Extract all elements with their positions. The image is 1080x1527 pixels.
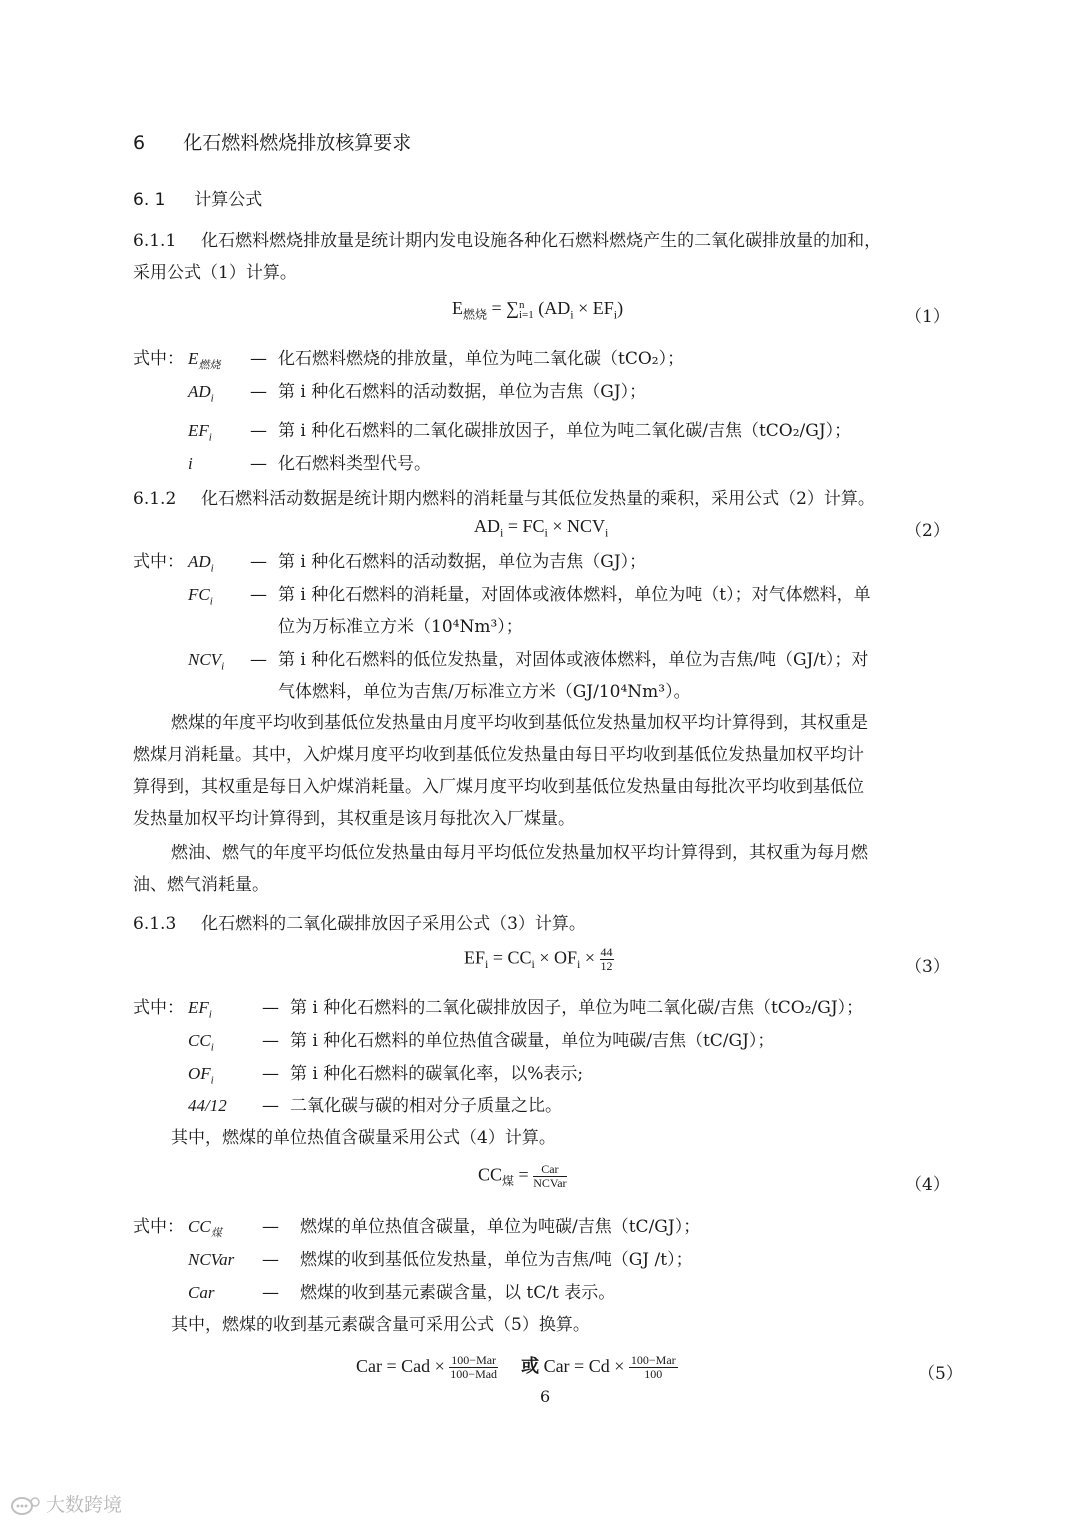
dash: —	[262, 1064, 279, 1084]
clause-text: 化石燃料的二氧化碳排放因子采用公式（3）计算。	[201, 914, 586, 934]
definition-text: 第 i 种化石燃料的碳氧化率，以%表示;	[290, 1064, 584, 1084]
paragraph-line: 燃煤月消耗量。其中，入炉煤月度平均收到基低位发热量由每日平均收到基低位发热量加权平均计	[133, 745, 864, 765]
symbol	[188, 644, 224, 682]
paragraph-line: 油、燃气消耗量。	[133, 875, 269, 895]
eq4-denominator: NCVar	[533, 1176, 567, 1190]
paragraph-line: 燃煤的年度平均收到基低位发热量由月度平均收到基低位发热量加权平均计算得到，其权重是	[171, 713, 868, 733]
paragraph-line: 发热量加权平均计算得到，其权重是该月每批次入厂煤量。	[133, 809, 575, 829]
dash: —	[250, 349, 267, 369]
eq1-ef: × EF	[573, 298, 614, 318]
eq5-numerator-1: 100−Mar	[451, 1353, 497, 1368]
equation-number-1: （1）	[905, 307, 950, 327]
eq1-lhs-sub: 燃烧	[463, 307, 488, 322]
dash: —	[262, 1031, 279, 1051]
definition-text-cont: 位为万标准立方米（10⁴Nm³）；	[278, 617, 523, 637]
definition-text: 燃煤的收到基元素碳含量，以 tC/t 表示。	[300, 1283, 616, 1303]
symbol-main: FC	[188, 585, 210, 604]
eq1-i1: i	[570, 307, 574, 322]
where-label-1: 式中：	[133, 349, 184, 369]
eq2-i3: i	[605, 525, 609, 540]
eq1-ad: (AD	[533, 298, 571, 318]
eq3-of: × OF	[534, 947, 578, 968]
dash: —	[262, 1250, 279, 1270]
symbol-main: CC	[188, 1031, 211, 1050]
eq4-cc: CC	[478, 1164, 503, 1185]
eq2-fc: = FC	[503, 516, 545, 536]
subsection-title: 计算公式	[194, 190, 263, 210]
dash: —	[250, 421, 267, 441]
where-label-3: 式中：	[133, 998, 184, 1018]
symbol-main: EF	[188, 998, 209, 1017]
page-number: 6	[540, 1387, 551, 1406]
equation-number-2: （2）	[905, 521, 950, 541]
dash: —	[250, 650, 267, 670]
symbol	[188, 1090, 227, 1122]
eq2-i1: i	[500, 525, 504, 540]
eq1-end: )	[617, 298, 624, 318]
equation-number-3: （3）	[905, 957, 950, 977]
car-paragraph: 其中，燃煤的收到基元素碳含量可采用公式（5）换算。	[171, 1315, 590, 1335]
symbol-main: CC	[188, 1217, 211, 1236]
symbol-main: AD	[188, 382, 211, 401]
symbol-sub: i	[208, 431, 212, 444]
eq4-sub: 煤	[502, 1174, 515, 1189]
symbol	[188, 1244, 234, 1276]
symbol-main: Car	[188, 1283, 215, 1302]
dash: —	[250, 585, 267, 605]
eq2-i2: i	[544, 525, 548, 540]
symbol-sub: 煤	[210, 1227, 222, 1240]
symbol	[188, 1277, 214, 1309]
symbol-sub: i	[208, 1008, 212, 1021]
eq5-or: 或	[521, 1356, 540, 1377]
clause-6-1-2	[133, 483, 875, 515]
dash: —	[262, 1096, 279, 1116]
definition-text-cont: 气体燃料，单位为吉焦/万标准立方米（GJ/10⁴Nm³）。	[278, 682, 691, 702]
definition-text: 第 i 种化石燃料的活动数据，单位为吉焦（GJ）；	[278, 382, 647, 402]
eq5-denominator-2: 100	[644, 1367, 663, 1382]
eq1-i2: i	[613, 307, 618, 322]
eq1-sub2: i=1	[519, 308, 534, 321]
watermark	[10, 1490, 122, 1517]
symbol-main: NCV	[188, 650, 222, 669]
eq2-ad: AD	[474, 516, 500, 536]
subsection-heading	[133, 185, 262, 210]
subsection-number: 6. 1	[133, 190, 166, 210]
definition-text: 第 i 种化石燃料的活动数据，单位为吉焦（GJ）；	[278, 552, 647, 572]
eq3-i1: i	[485, 957, 489, 972]
symbol-main: i	[188, 454, 193, 473]
clause-6-1-3	[133, 908, 586, 940]
clause-number: 6.1.2	[133, 489, 177, 509]
paragraph-line: 燃油、燃气的年度平均低位发热量由每月平均低位发热量加权平均计算得到，其权重为每月燃	[171, 843, 868, 863]
chat-bubble-icon	[10, 1495, 40, 1517]
equation-1	[452, 298, 623, 323]
equation-2	[474, 516, 608, 541]
eq4-numerator: Car	[533, 1163, 566, 1177]
where-label-4: 式中：	[133, 1217, 184, 1237]
equation-3	[464, 946, 614, 973]
clause-6-1-1-cont: 采用公式（1）计算。	[133, 263, 297, 283]
definition-text: 第 i 种化石燃料的低位发热量，对固体或液体燃料，单位为吉焦/吨（GJ/t）；对	[278, 650, 869, 670]
eq5-denominator-1: 100−Mad	[450, 1367, 498, 1382]
where-label-2: 式中：	[133, 552, 184, 572]
definition-text: 第 i 种化石燃料的二氧化碳排放因子，单位为吨二氧化碳/吉焦（tCO₂/GJ）；	[278, 421, 852, 441]
eq3-denominator: 12	[600, 959, 613, 973]
clause-number: 6.1.1	[133, 231, 177, 251]
eq2-ncv: × NCV	[547, 516, 606, 536]
symbol-main: EF	[188, 421, 209, 440]
clause-text: 化石燃料活动数据是统计期内燃料的消耗量与其低位发热量的乘积，采用公式（2）计算。	[201, 489, 875, 509]
dash: —	[250, 454, 267, 474]
eq3-times: ×	[580, 947, 600, 968]
equation-5	[356, 1352, 678, 1381]
clause-6-1-1	[133, 225, 881, 257]
eq5-numerator-2: 100−Mar	[630, 1353, 676, 1368]
definition-text: 化石燃料燃烧的排放量，单位为吨二氧化碳（tCO₂）；	[278, 349, 685, 369]
eq3-cc: = CC	[488, 947, 532, 968]
definition-text: 二氧化碳与碳的相对分子质量之比。	[290, 1096, 562, 1116]
symbol	[188, 376, 214, 414]
symbol-main: NCVar	[188, 1250, 235, 1269]
definition-text: 化石燃料类型代号。	[278, 454, 431, 474]
eq1-sup: n	[519, 298, 525, 311]
eq3-ef: EF	[464, 947, 486, 968]
symbol-sub: i	[210, 1041, 214, 1054]
eq3-numerator: 44	[600, 945, 613, 959]
eq1-lhs: E	[452, 298, 463, 318]
watermark-text: 大数跨境	[46, 1494, 123, 1516]
eq3-i3: i	[577, 957, 581, 972]
symbol	[188, 579, 213, 617]
eq5-a: Car = Cad ×	[356, 1356, 450, 1376]
symbol-main: AD	[188, 552, 211, 571]
section-heading	[133, 128, 411, 155]
cc-paragraph: 其中，燃煤的单位热值含碳量采用公式（4）计算。	[171, 1128, 556, 1148]
equation-number-4: （4）	[905, 1175, 950, 1195]
symbol-sub: 燃烧	[198, 359, 221, 372]
definition-text: 燃煤的收到基低位发热量，单位为吉焦/吨（GJ /t）；	[300, 1250, 693, 1270]
dash: —	[262, 1217, 279, 1237]
symbol	[188, 448, 193, 480]
eq4-equals: =	[514, 1164, 534, 1185]
clause-number: 6.1.3	[133, 914, 177, 934]
dash: —	[262, 998, 279, 1018]
dash: —	[250, 382, 267, 402]
eq5-b: Car = Cd ×	[543, 1356, 629, 1376]
symbol-main: OF	[188, 1064, 211, 1083]
symbol-main: E	[188, 349, 199, 368]
equation-number-5: （5）	[918, 1364, 963, 1384]
dash: —	[262, 1283, 279, 1303]
paragraph-line: 算得到，其权重是每日入炉煤消耗量。入厂煤月度平均收到基低位发热量由每批次平均收到基低位	[133, 777, 864, 797]
symbol-sub: i	[221, 660, 225, 673]
dash: —	[250, 552, 267, 572]
definition-text: 第 i 种化石燃料的二氧化碳排放因子，单位为吨二氧化碳/吉焦（tCO₂/GJ）；	[290, 998, 864, 1018]
definition-text: 燃煤的单位热值含碳量，单位为吨碳/吉焦（tC/GJ）；	[300, 1217, 701, 1237]
clause-text: 化石燃料燃烧排放量是统计期内发电设施各种化石燃料燃烧产生的二氧化碳排放量的加和，	[201, 231, 882, 251]
symbol-sub: i	[210, 1074, 214, 1087]
eq1-sum: = ∑	[487, 298, 519, 318]
symbol-main: 44/12	[188, 1096, 227, 1115]
symbol-sub: i	[210, 562, 214, 575]
definition-text: 第 i 种化石燃料的单位热值含碳量，单位为吨碳/吉焦（tC/GJ）；	[290, 1031, 775, 1051]
symbol-sub: i	[209, 595, 213, 608]
definition-text: 第 i 种化石燃料的消耗量，对固体或液体燃料，单位为吨（t）；对气体燃料，单	[278, 585, 871, 605]
section-number: 6	[133, 132, 146, 154]
eq3-i2: i	[531, 957, 535, 972]
equation-4	[478, 1163, 567, 1190]
section-title: 化石燃料燃烧排放核算要求	[183, 132, 412, 154]
symbol-sub: i	[210, 392, 214, 405]
